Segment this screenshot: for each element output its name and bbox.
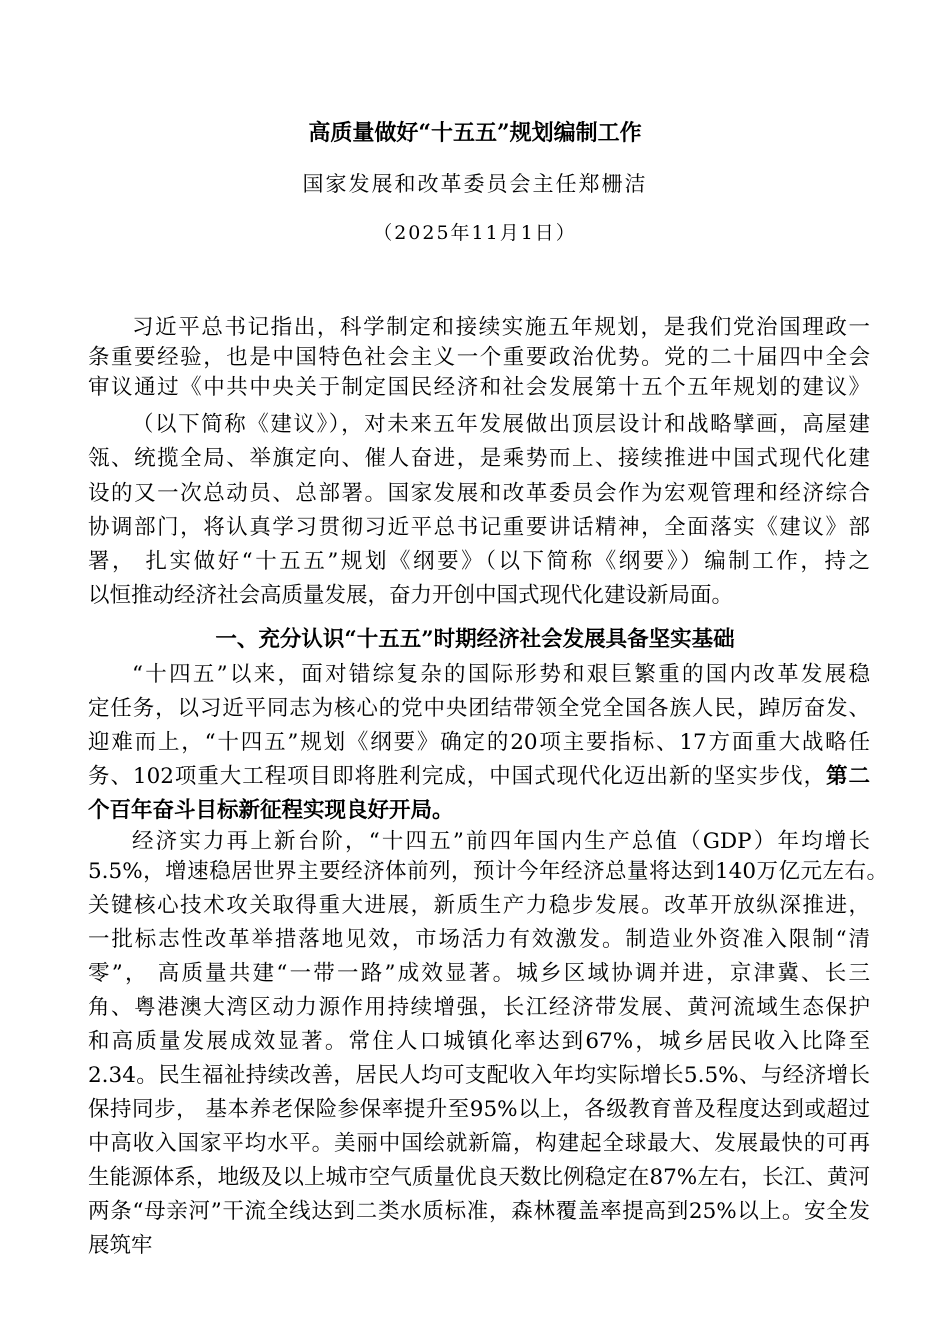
text-line: 中高收入国家平均水平。美丽中国绘就新篇，构建起全球最大、发展最快的可再 (88, 1131, 870, 1156)
text-line: 以恒推动经济社会高质量发展，奋力开创中国式现代化建设新局面。 (88, 583, 734, 608)
section-heading: 一、充分认识“十五五”时期经济社会发展具备坚实基础 (215, 627, 735, 652)
text-line: 5.5%，增速稳居世界主要经济体前列，预计今年经济总量将达到140万亿元左右。 (88, 859, 888, 884)
text-line: 关键核心技术攻关取得重大进展，新质生产力稳步发展。改革开放纵深推进， (88, 893, 870, 918)
text-line: 审议通过《中共中央关于制定国民经济和社会发展第十五个五年规划的建议》 (88, 375, 870, 400)
text-line: 定任务，以习近平同志为核心的党中央团结带领全党全国各族人民，踔厉奋发、 (88, 696, 870, 721)
text-line: 习近平总书记指出，科学制定和接续实施五年规划，是我们党治国理政一 (132, 315, 870, 340)
text-line: （以下简称《建议》），对未来五年发展做出顶层设计和战略擘画，高屋建 (132, 412, 870, 437)
text-line (88, 763, 870, 791)
text-line: 瓴、统揽全局、举旗定向、催人奋进，是乘势而上、接续推进中国式现代化建 (88, 446, 870, 471)
text-line: “十四五”以来，面对错综复杂的国际形势和艰巨繁重的国内改革发展稳 (132, 662, 870, 687)
text-line: 一批标志性改革举措落地见效，市场活力有效激发。制造业外资准入限制“清 (88, 927, 870, 952)
text-span: 务、102项重大工程项目即将胜利完成，中国式现代化迈出新的坚实步伐， (88, 764, 827, 789)
text-line: 条重要经验，也是中国特色社会主义一个重要政治优势。党的二十届四中全会 (88, 345, 870, 370)
text-line: 协调部门，将认真学习贯彻习近平总书记重要讲话精神，全面落实《建议》部 (88, 515, 870, 540)
text-line: 两条“母亲河”干流全线达到二类水质标准，森林覆盖率提高到25%以上。安全发 (88, 1199, 870, 1224)
document-title: 高质量做好“十五五”规划编制工作 (308, 120, 642, 146)
text-line: 角、粤港澳大湾区动力源作用持续增强，长江经济带发展、黄河流域生态保护 (88, 995, 870, 1020)
text-line: 迎难而上，“十四五”规划《纲要》确定的20项主要指标、17方面重大战略任 (88, 730, 870, 755)
document-date: （2025年11月1日） (373, 222, 577, 244)
text-line: 经济实力再上新台阶，“十四五”前四年国内生产总值（GDP）年均增长 (132, 829, 870, 854)
text-line: 设的又一次总动员、总部署。国家发展和改革委员会作为宏观管理和经济综合 (88, 481, 870, 506)
text-line (88, 797, 870, 825)
bold-text: 个百年奋斗目标新征程实现良好开局。 (88, 798, 454, 823)
text-line: 2.34。民生福祉持续改善，居民人均可支配收入年均实际增长5.5%、与经济增长 (88, 1063, 870, 1088)
document-author: 国家发展和改革委员会主任郑栅洁 (302, 172, 648, 196)
text-line: 署， 扎实做好“十五五”规划《纲要》（以下简称《纲要》）编制工作，持之 (88, 549, 870, 574)
text-line: 展筑牢 (88, 1233, 153, 1258)
bold-text: 第二 (826, 764, 870, 789)
text-line: 零”， 高质量共建“一带一路”成效显著。城乡区域协调并进，京津冀、长三 (88, 961, 870, 986)
text-line: 生能源体系，地级及以上城市空气质量优良天数比例稳定在87%左右，长江、黄河 (88, 1165, 870, 1190)
text-line: 保持同步， 基本养老保险参保率提升至95%以上，各级教育普及程度达到或超过 (88, 1097, 870, 1122)
text-line: 和高质量发展成效显著。常住人口城镇化率达到67%，城乡居民收入比降至 (88, 1029, 870, 1054)
